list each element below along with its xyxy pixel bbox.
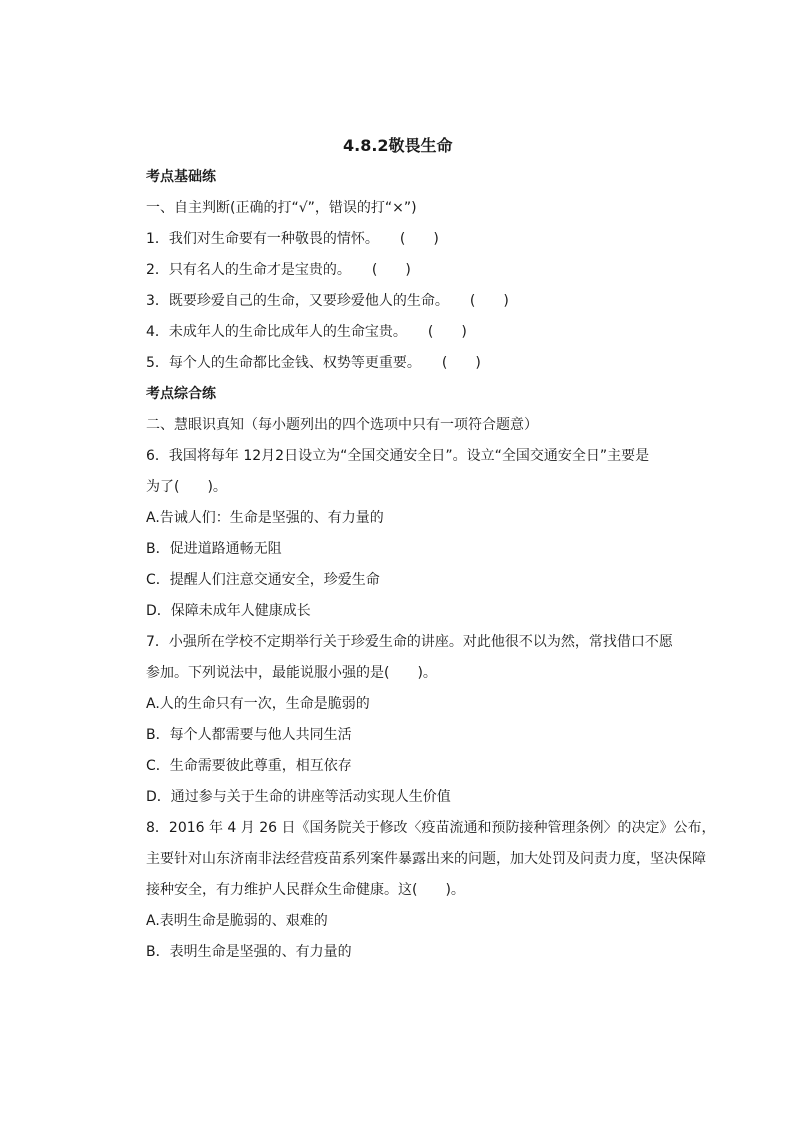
answer-option: D．通过参与关于生命的讲座等活动实现人生价值: [146, 789, 451, 805]
answer-option: B．促进道路通畅无阻: [146, 541, 282, 557]
question-stem: 8．2016 年 4 月 26 日《国务院关于修改〈疫苗流通和预防接种管理条例〉的决定》公布，: [146, 820, 716, 836]
judgment-item: 5．每个人的生命都比金钱、权势等更重要。 ( ): [146, 355, 481, 371]
judgment-item: 1．我们对生命要有一种敬畏的情怀。 ( ): [146, 231, 439, 247]
judgment-item: 3．既要珍爱自己的生命，又要珍爱他人的生命。 ( ): [146, 293, 509, 309]
answer-option: A.人的生命只有一次，生命是脆弱的: [146, 696, 370, 712]
section-heading-comprehensive: 考点综合练: [146, 386, 216, 402]
answer-option: A.表明生命是脆弱的、艰难的: [146, 913, 328, 929]
page-title: 4.8.2敬畏生命: [343, 136, 453, 155]
part2-heading: 二、慧眼识真知（每小题列出的四个选项中只有一项符合题意）: [146, 417, 538, 433]
question-stem: 接种安全，有力维护人民群众生命健康。这( )。: [146, 882, 465, 898]
answer-option: C．提醒人们注意交通安全，珍爱生命: [146, 572, 380, 588]
section-heading-basic: 考点基础练: [146, 169, 216, 185]
answer-option: B．每个人都需要与他人共同生活: [146, 727, 352, 743]
answer-option: D．保障未成年人健康成长: [146, 603, 311, 619]
question-stem: 为了( )。: [146, 479, 227, 495]
question-stem: 6．我国将每年 12月2日设立为“全国交通安全日”。设立“全国交通安全日”主要是: [146, 448, 650, 464]
question-stem: 参加。下列说法中，最能说服小强的是( )。: [146, 665, 437, 681]
answer-option: A.告诫人们：生命是坚强的、有力量的: [146, 510, 384, 526]
judgment-item: 2．只有名人的生命才是宝贵的。 ( ): [146, 262, 411, 278]
question-stem: 7．小强所在学校不定期举行关于珍爱生命的讲座。对此他很不以为然，常找借口不愿: [146, 634, 673, 650]
question-stem: 主要针对山东济南非法经营疫苗系列案件暴露出来的问题，加大处罚及问责力度，坚决保障: [146, 851, 706, 867]
judgment-item: 4．未成年人的生命比成年人的生命宝贵。 ( ): [146, 324, 467, 340]
answer-option: C．生命需要彼此尊重，相互依存: [146, 758, 352, 774]
part1-heading: 一、自主判断(正确的打“√”，错误的打“×”): [146, 200, 417, 216]
answer-option: B．表明生命是坚强的、有力量的: [146, 944, 352, 960]
